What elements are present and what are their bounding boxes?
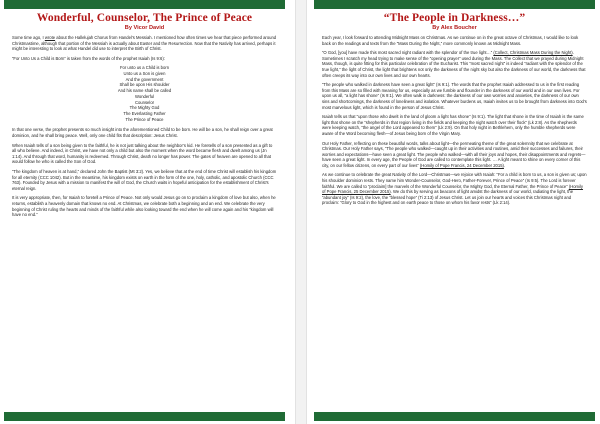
paragraph: It is very appropriate, then, for Isaiah to foretell a Prince of Peace. Not only would Jesus go on to proclaim a kingdom of love but also, when he returns, establish a heavenly domain that knows no end. At Christmas, we celebrate both a beginning and an end. We celebrate the very beginning of Christ ruling the hearts and minds of the faithful while also looking toward the end when he will come again and his “kingdom will have no end.” [12, 195, 276, 218]
page-gutter [295, 0, 307, 424]
text: about the Hallelujah Chorus from Handel’s Messiah. I mentioned how often times we hear that piece performed around Christmastime, although that portion of the Messiah is actually about Easter and the Resurrection. Now that the Nativity has arrived, perhaps it might be interesting to look at what Handel did use to interpret the Birth of Christ. [12, 35, 277, 52]
paragraph: Isaiah tells us that “upon those who dwelt in the land of gloom a light has shone” (Is 9:1). The light that shone in the time of Isaiah is the same light that shone on the “shepherds in that region living in the fields and keeping the night watch over their flock” (Lk 2:8). As the shepherds were keeping watch, “the angel of the Lord appeared to them” (Lk 2:9). On that holy night in Bethlehem, only the humble shepherds were aware of the Word becoming flesh—of Jesus being born of the Virgin Mary. [322, 114, 584, 136]
article-body [322, 35, 587, 210]
homily-link-2015-12-25[interactable]: (Homily of Pope Francis, 25 December 2015) [322, 183, 584, 195]
verse-line: For unto us a Child is born [119, 65, 170, 71]
verse-line: Wonderful [134, 93, 154, 99]
bottom-green-bar [314, 412, 595, 421]
left-page [4, 0, 285, 424]
paragraph: “The people who walked in darkness have seen a great light” (Is 9:1). The words that the prophet Isaiah addressed to us in the first reading from this Mass are so filled with meaning for us, especially as we fumble and flounder in the darkness of our world and in our own lives. For upon us all, “a light has shone” (Is 9:1). We often walk in darkness: the darkness of our own worries and anxieties, the darkness of our own sins and shortcomings, the darkness of loneliness and isolation. Whatever burdens us, Isaiah invites us to be brought from darkness into God’s most marvelous light, which is found in the person of Jesus Christ. [322, 82, 587, 110]
wrote-link[interactable]: wrote [44, 35, 56, 40]
text: Our Holy Father, reflecting on these beautiful words, talks about light—the permeating theme of the great solemnity that we celebrate at Christmas. Our Holy Father says, “The people who walked—caught up in their activities and routines, amid their successes and failures, their worries and expectations—have seen a great light. The people who walked—with all their joys and hopes, their disappointments and regrets—have seen a great light. In every age, the People of God are called to contemplate this light. … A light meant to shine on every corner of this city, on our fellow citizens, on every part of our lives” [322, 140, 586, 168]
scripture-verse [12, 65, 277, 122]
top-green-bar [4, 0, 285, 9]
paragraph [322, 141, 587, 169]
paragraph: “For Unto Us a Child is Born” is taken from the words of the prophet Isaiah (Is 9:6): [12, 55, 165, 61]
paragraph: When Isaiah tells of a son being given to the faithful, he is not just talking about the neighbor’s kid. He foretells of a son presented as a gift to all who believe. And indeed, in Christ, we have not only a child but also the moment when the word became flesh and dwelt among us (Jn 1:14). And through that word, humanity is redeemed. Through Christ, death no longer has power. The gates of heaven are opened to all that would follow he who is called the Son of God. [12, 142, 273, 165]
text: “O God, [you] have made this most sacred night radiant with the splendor of the true light…” [322, 50, 494, 56]
article-body [12, 35, 277, 222]
paragraph: In that one verse, the prophet presents so much insight into the aforementioned Child to be born. He will be a son, he shall reign over a great dominion, and he shall bring peace. Well, only one child fits that description: Jesus Christ. [12, 127, 273, 138]
paragraph [322, 172, 587, 206]
article-title: “The People in Darkness…” [383, 12, 526, 24]
verse-line: Unto us a Son is given [123, 71, 166, 77]
collect-link[interactable]: (Collect, Christmas Mass During the Night) [493, 50, 573, 56]
text: . We do this by serving as beacons of light amidst the darkness of our world, radiating the light, the “abundant joy” (Is 9:2), the love, the “blessed hope” (Ti 2:13) of Jesus Christ. Let us join our hearts and voices this Christmas night and proclaim: “Glory to God in the highest and on earth peace to those on whom his favor rests” (Lk 2:14). [322, 189, 574, 206]
right-page [314, 0, 595, 424]
verse-line: Counselor [134, 99, 155, 105]
article-byline: By Vicor David [124, 25, 165, 31]
verse-line: And his name shall be called [117, 88, 172, 94]
paragraph: Each year, I look forward to attending Midnight Mass on Christmas. As we continue on in the great octave of Christmas, I would like to look back on the readings and texts from the “Mass During the Night,” more commonly known as Midnight Mass. [322, 35, 579, 46]
text: . Sometimes I scratch my head trying to make sense of the “opening prayer” used during the Mass. The Collect that we prayed during Midnight Mass, though, is quite fitting for this particular celebration of the Eucharist. This “most sacred night” is indeed “radiant with the splendor of the true light,” the light of Christ, the light that brightens not only the darkness of the night sky but also the darkness of our world, the darkness that often creeps its way into our own lives and our own hearts. [322, 50, 586, 78]
verse-line: The Mighty God [129, 105, 160, 111]
article-byline: By Alex Boucher [432, 25, 477, 31]
text: Some time ago, I [12, 35, 45, 40]
verse-line: Shall be upon His shoulder [119, 82, 170, 88]
text: . [503, 162, 506, 168]
verse-line: And the government [125, 76, 164, 82]
text: As we continue to celebrate the great Nativity of the Lord—Christmas—we rejoice with Isaiah: “For a child is born to us, a son is given us; upon his shoulder dominion rests. They name him Wonder-Counselor, God-Hero, Father-Forever, Prince of Peace” (Is 9:5). The Lord is forever faithful. We are called to “proclaim] the marvels of the Wonderful Counselor, the Mighty God, the Eternal Father, the Prince of Peace” [322, 172, 587, 189]
paragraph [12, 35, 277, 52]
bottom-green-bar [4, 412, 285, 421]
verse-line: The Everlasting Father [123, 111, 166, 116]
homily-link-2015-12-24[interactable]: (Homily of Pope Francis, 24 December 2015) [419, 162, 504, 168]
paragraph: “The kingdom of heaven is at hand,” declared John the Baptist (Mt 3:2). Yes, we believe that at the end of time Christ will establish his kingdom for all eternity (CCC 1042). But in the meantime, his kingdom exists on earth in the form of the one, holy, catholic, and apostolic Church (CCC 763). Founded by Jesus with a mission to manifest the will of God, the Church waits in hopeful anticipation for the establishment of Christ’s eternal reign. [12, 168, 277, 191]
top-green-bar [314, 0, 595, 9]
paragraph [322, 50, 587, 78]
article-title: Wonderful, Counselor, The Prince of Peace [36, 12, 253, 24]
verse-line: The Prince of Peace [125, 116, 164, 122]
